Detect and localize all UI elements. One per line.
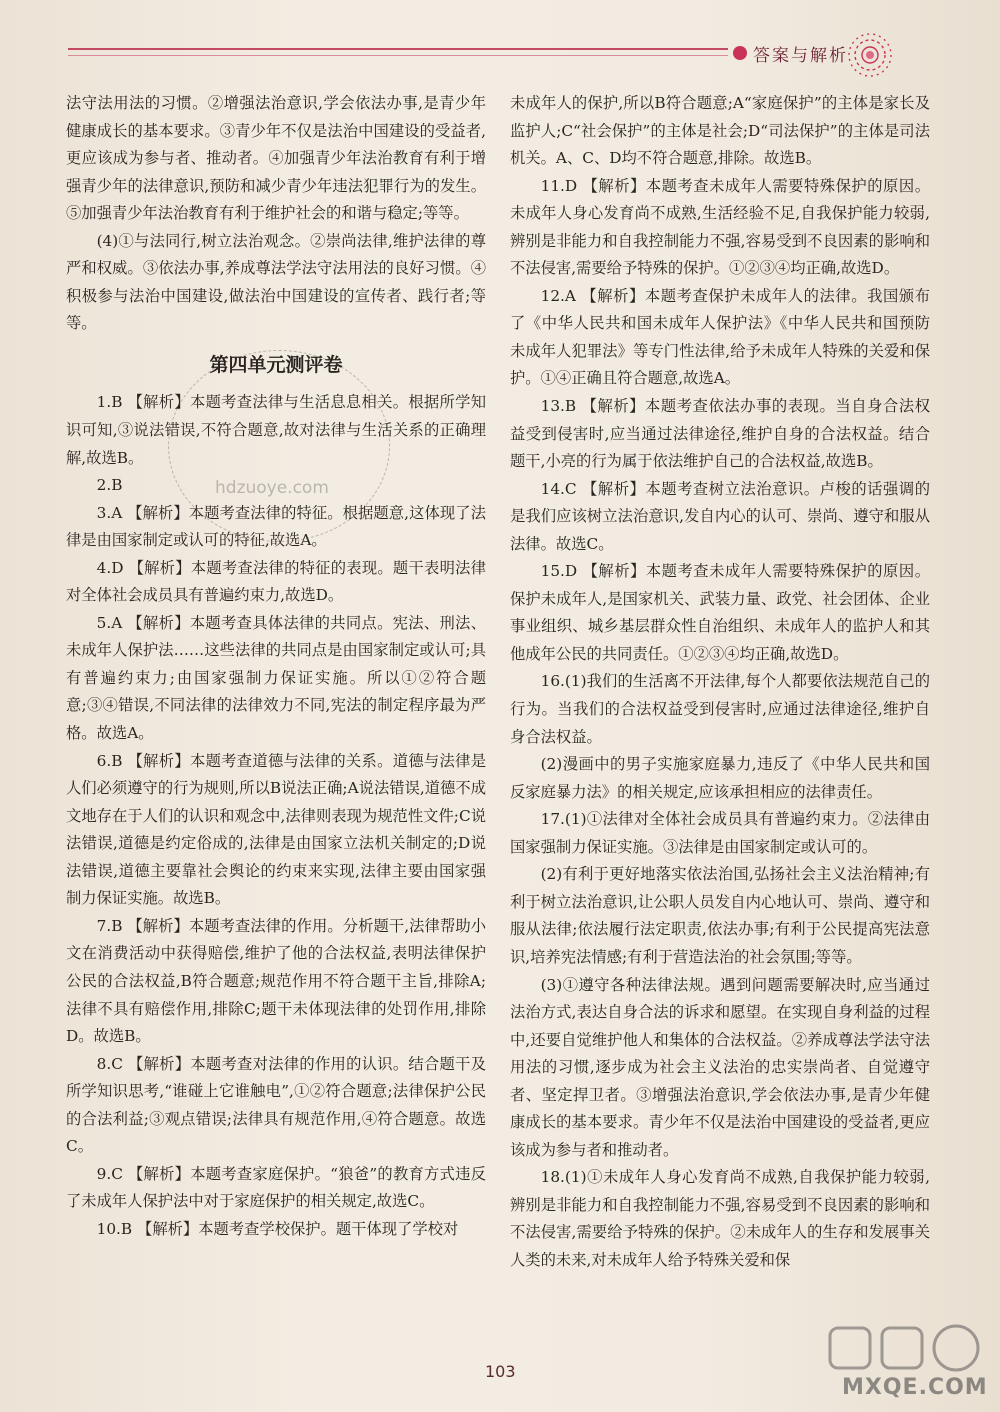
header-rule-thin xyxy=(68,55,728,56)
right-column xyxy=(510,90,930,1275)
answer-item: 未成年人的保护,所以B符合题意;A“家庭保护”的主体是家长及监护人;C“社会保护”的主体是社会;D“司法保护”的主体是司法机关。A、C、D均不符合题意,排除。故选B。 xyxy=(510,94,930,168)
answer-item: 2.B xyxy=(96,476,123,495)
answer-item: 4.D 【解析】本题考查法律的特征的表现。题干表明法律对全体社会成员具有普遍约束力,故选D。 xyxy=(66,558,486,605)
answer-item: 6.B 【解析】本题考查道德与法律的关系。道德与法律是人们必须遵守的行为规则,所以B说法正确;A说法错误,道德不成文地存在于人们的认识和观念中,法律则表现为规范性文件;C说法错误,道德是约定俗成的,法律是由国家立法机关制定的;D说法错误,道德主要靠社会舆论的约束来实现,法律主要由国家强制力保证实施。故选B。 xyxy=(66,751,486,908)
site-logo-text: MXQE.COM xyxy=(842,1375,988,1400)
answer-item: 17.(1)①法律对全体社会成员具有普遍约束力。②法律由国家强制力保证实施。③法律是由国家制定或认可的。 xyxy=(510,810,930,856)
header-title: 答案与解析 xyxy=(753,45,848,66)
paragraph: 法守法用法的习惯。②增强法治意识,学会依法办事,是青少年健康成长的基本要求。③青少年不仅是法治中国建设的受益者,更应该成为参与者、推动者。④加强青少年法治教育有利于增强青少年的法律意识,预防和减少青少年违法犯罪行为的发生。⑤加强青少年法治教育有利于维护社会的和谐与稳定;等等。 xyxy=(66,94,486,223)
answer-item: 15.D 【解析】本题考查未成年人需要特殊保护的原因。保护未成年人,是国家机关、武装力量、政党、社会团体、企业事业组织、城乡基层群众性自治组织、未成年人的监护人和其他成年公民的共同责任。①②③④均正确,故选D。 xyxy=(510,562,930,663)
answer-item: 1.B 【解析】本题考查法律与生活息息相关。根据所学知识可知,③说法错误,不符合题意,故对法律与生活关系的正确理解,故选B。 xyxy=(66,393,486,467)
header-badge xyxy=(733,40,848,66)
answer-item: (3)①遵守各种法律法规。遇到问题需要解决时,应当通过法治方式,表达自身合法的诉求和愿望。在实现自身利益的过程中,还要自觉维护他人和集体的合法权益。②养成尊法学法守法用法的习惯,逐步成为社会主义法治的忠实崇尚者、自觉遵守者、坚定捍卫者。③增强法治意识,学会依法办事,是青少年健康成长的基本要求。青少年不仅是法治中国建设的受益者,更应该成为参与者和推动者。 xyxy=(510,975,930,1159)
answer-item: 8.C 【解析】本题考查对法律的作用的认识。结合题干及所学知识思考,“谁碰上它谁触电”,①②符合题意;法律保护公民的合法利益;③观点错误;法律具有规范作用,④符合题意。故选C。 xyxy=(66,1054,486,1156)
answer-item: 13.B 【解析】本题考查依法办事的表现。当自身合法权益受到侵害时,应当通过法律途径,维护自身的合法权益。结合题干,小亮的行为属于依法维护自己的合法权益,故选B。 xyxy=(510,397,930,471)
answer-item: (2)有利于更好地落实依法治国,弘扬社会主义法治精神;有利于树立法治意识,让公职人员发自内心地认可、崇尚、遵守和服从法律;依法履行法定职责,依法办事;有利于公民提高宪法意识,培养宪法情感;有利于营造法治的社会氛围;等等。 xyxy=(510,865,930,966)
answer-item: 9.C 【解析】本题考查家庭保护。“狼爸”的教育方式违反了未成年人保护法中对于家庭保护的相关规定,故选C。 xyxy=(66,1164,486,1211)
watermark-text: hdzuoye.com xyxy=(215,478,329,498)
answer-item: 12.A 【解析】本题考查保护未成年人的法律。我国颁布了《中华人民共和国未成年人保护法》《中华人民共和国预防未成年人犯罪法》等专门性法律,给予未成年人特殊的关爱和保护。①④正确且符合题意,故选A。 xyxy=(510,286,930,388)
section-title: 第四单元测评卷 xyxy=(209,353,343,376)
answer-item: 14.C 【解析】本题考查树立法治意识。卢梭的话强调的是我们应该树立法治意识,发自内心的认可、崇尚、遵守和服从法律。故选C。 xyxy=(510,479,930,553)
answer-item: 3.A 【解析】本题考查法律的特征。根据题意,这体现了法律是由国家制定或认可的特征,故选A。 xyxy=(66,503,486,550)
answer-item: 5.A 【解析】本题考查具体法律的共同点。宪法、刑法、未成年人保护法……这些法律的共同点是由国家制定或认可;具有普遍约束力;由国家强制力保证实施。所以①②符合题意;③④错误,不同法律的法律效力不同,宪法的制定程序最为严格。故选A。 xyxy=(66,613,486,743)
answer-item: 11.D 【解析】本题考查未成年人需要特殊保护的原因。未成年人身心发育尚不成熟,生活经验不足,自我保护能力较弱,辨别是非能力和自我控制能力不强,容易受到不良因素的影响和不法侵害,需要给予特殊的保护。①②③④均正确,故选D。 xyxy=(510,176,930,278)
paragraph: (4)①与法同行,树立法治观念。②崇尚法律,维护法律的尊严和权威。③依法办事,养成尊法学法守法用法的良好习惯。④积极参与法治中国建设,做法治中国建设的宣传者、践行者;等等。 xyxy=(66,231,486,333)
answer-item: 18.(1)①未成年人身心发育尚不成熟,自我保护能力较弱,辨别是非能力和自我控制能力不强,容易受到不良因素的影响和不法侵害,需要给予特殊的保护。②未成年人的生存和发展事关人类的未来,对未成年人给予特殊关爱和保 xyxy=(510,1168,930,1269)
header-rule xyxy=(68,48,728,50)
answer-item: 7.B 【解析】本题考查法律的作用。分析题干,法律帮助小文在消费活动中获得赔偿,维护了他的合法权益,表明法律保护公民的合法权益,B符合题意;规范作用不符合题干主旨,排除A;法律不具有赔偿作用,排除C;题干未体现法律的处罚作用,排除D。故选B。 xyxy=(66,916,486,1046)
page-number: 103 xyxy=(485,1362,516,1381)
answer-item: 16.(1)我们的生活离不开法律,每个人都要依法规范自己的行为。当我们的合法权益受到侵害时,应通过法律途径,维护自身合法权益。 xyxy=(510,672,930,746)
answer-item: (2)漫画中的男子实施家庭暴力,违反了《中华人民共和国反家庭暴力法》的相关规定,应该承担相应的法律责任。 xyxy=(510,755,930,801)
left-column xyxy=(66,90,486,1243)
answer-item: 10.B 【解析】本题考查学校保护。题干体现了学校对 xyxy=(96,1219,459,1238)
flower-ornament-icon xyxy=(845,30,895,80)
header-dot-icon xyxy=(733,46,747,60)
